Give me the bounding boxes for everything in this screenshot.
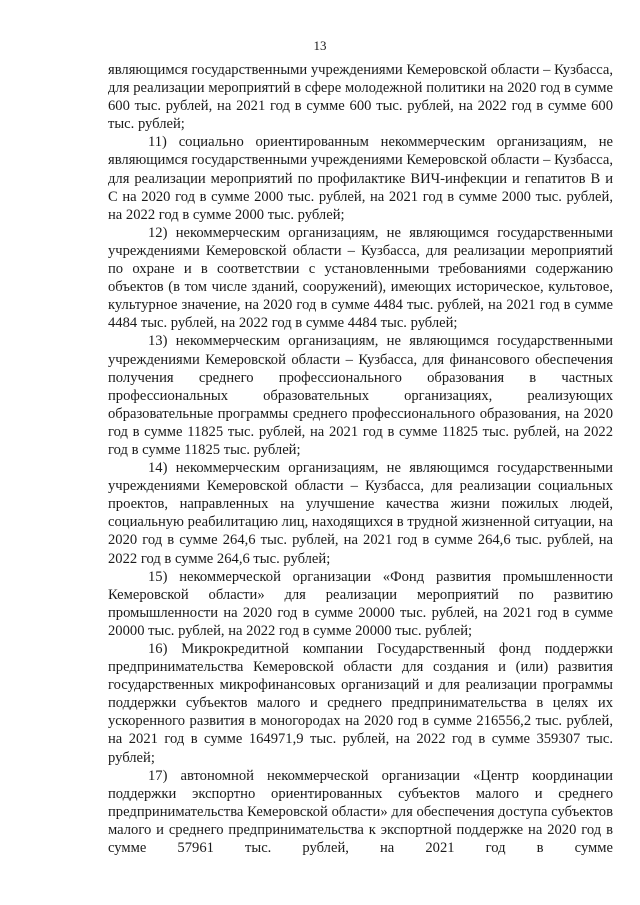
paragraph-item-12: 12) некоммерческим организациям, не являющимся государственными учреждениями Кемеровской области – Кузбасса, для реализации мероприятий по охране и в соответствии с установленными требованиями содержанию объектов (в том числе зданий, сооружений), имеющих историческое, культовое, культурное значение, на 2020 год в сумме 4484 тыс. рублей, на 2021 год в сумме 4484 тыс. рублей, на 2022 год в сумме 4484 тыс. рублей; <box>108 224 613 332</box>
document-body <box>108 61 613 857</box>
paragraph-continuation: являющимся государственными учреждениями Кемеровской области – Кузбасса, для реализации мероприятий в сфере молодежной политики на 2020 год в сумме 600 тыс. рублей, на 2021 год в сумме 600 тыс. рублей, на 2022 год в сумме 600 тыс. рублей; <box>108 62 613 133</box>
page-number: 13 <box>313 38 327 53</box>
paragraph-item-14: 14) некоммерческим организациям, не являющимся государственными учреждениями Кемеровской области – Кузбасса, для реализации социальных проектов, направленных на улучшение качества жизни пожилых людей, социальную реабилитацию лиц, находящихся в трудной жизненной ситуации, на 2020 год в сумме 264,6 тыс. рублей, на 2021 год в сумме 264,6 тыс. рублей, на 2022 год в сумме 264,6 тыс. рублей; <box>108 460 613 567</box>
paragraph-item-11: 11) социально ориентированным некоммерческим организациям, не являющимся государственными учреждениями Кемеровской области – Кузбасса, для реализации мероприятий по профилактике ВИЧ-инфекции и гепатитов В и С на 2020 год в сумме 2000 тыс. рублей, на 2021 год в сумме 2000 тыс. рублей, на 2022 год в сумме 2000 тыс. рублей; <box>108 134 613 223</box>
paragraph-item-15: 15) некоммерческой организации «Фонд развития промышленности Кемеровской области» для реализации мероприятий по развитию промышленности на 2020 год в сумме 20000 тыс. рублей, на 2021 год в сумме 20000 тыс. рублей, на 2022 год в сумме 20000 тыс. рублей; <box>108 568 613 639</box>
paragraph-item-16: 16) Микрокредитной компании Государственный фонд поддержки предпринимательства Кемеровской области для создания и (или) развития государственных микрофинансовых организаций и для реализации программы поддержки субъектов малого и среднего предпринимательства в целях их ускоренного развития в моногородах на 2020 год в сумме 216556,2 тыс. рублей, на 2021 год в сумме 164971,9 тыс. рублей, на 2022 год в сумме 359307 тыс. рублей; <box>108 641 613 766</box>
paragraph-item-17: 17) автономной некоммерческой организации «Центр координации поддержки экспортно ориентированных субъектов малого и среднего предпринимательства Кемеровской области» для обеспечения доступа субъектов малого и среднего предпринимательства к экспортной поддержке на 2020 год в сумме 57961 тыс. рублей, на 2021 год в сумме <box>108 767 613 857</box>
paragraph-item-13: 13) некоммерческим организациям, не являющимся государственными учреждениями Кемеровской области – Кузбасса, для финансового обеспечения получения среднего профессионального образования в частных профессиональных образовательных организациях, реализующих образовательные программы среднего профессионального образования, на 2020 год в сумме 11825 тыс. рублей, на 2021 год в сумме 11825 тыс. рублей, на 2022 год в сумме 11825 тыс. рублей; <box>108 333 613 458</box>
